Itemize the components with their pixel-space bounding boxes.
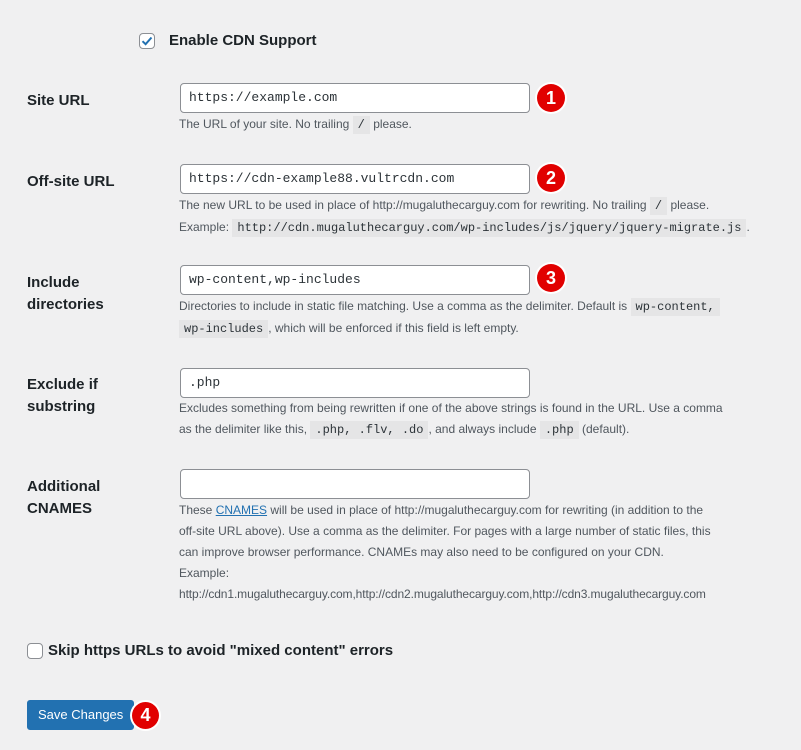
example-code: http://cdn.mugaluthecarguy.com/wp-includes/js/jquery/jquery-migrate.js [232, 219, 746, 237]
skip-https-label: Skip https URLs to avoid "mixed content" errors [48, 642, 394, 659]
code-snippet: / [353, 116, 370, 134]
include-dirs-description: Directories to include in static file matching. Use a comma as the delimiter. Default is wp-content, wp-includes , which will be enforced if this field is left empty. [179, 296, 779, 340]
code-snippet: / [650, 197, 667, 215]
cnames-input[interactable] [180, 469, 530, 499]
site-url-input[interactable]: https://example.com [180, 83, 530, 113]
exclude-description: Excludes something from being rewritten if one of the above strings is found in the URL. Use a comma as the delimiter like this, .php, .flv, .do , and always include .php (default). [179, 401, 723, 437]
offsite-url-input[interactable]: https://cdn-example88.vultrcdn.com [180, 164, 530, 194]
cnames-label: Additional CNAMES [27, 478, 101, 517]
save-changes-button[interactable]: Save Changes [27, 700, 134, 730]
enable-cdn-row [139, 30, 317, 52]
offsite-url-label: Off-site URL [27, 173, 115, 190]
code-snippet: .php [540, 421, 579, 439]
include-dirs-input[interactable]: wp-content,wp-includes [180, 265, 530, 295]
code-snippet: wp-includes [179, 320, 268, 338]
step-badge-4: 4 [132, 702, 159, 729]
offsite-url-description: The new URL to be used in place of http://mugaluthecarguy.com for rewriting. No trailing / please. Example: http://cdn.mugaluthecarguy.com/wp-includes/js/jquery/jquery-migrate.js . [179, 198, 750, 235]
skip-https-checkbox[interactable] [27, 643, 43, 659]
enable-cdn-label: Enable CDN Support [169, 32, 317, 49]
enable-cdn-checkbox[interactable] [139, 33, 155, 49]
skip-https-row [27, 640, 393, 662]
cnames-description: These CNAMES will be used in place of http://mugaluthecarguy.com for rewriting (in addition to the off-site URL above). Use a comma as the delimiter. For pages with a large number of static files, this can improve browser performance. CNAMEs may also need to be configured on your CDN. Example: http://cdn1.mugaluthecarguy.com,http://cdn2.mugaluthecarguy.com,http://cdn3.mugaluthecarguy.com [179, 503, 711, 601]
code-snippet: wp-content, [631, 298, 720, 316]
step-badge-2: 2 [537, 164, 565, 192]
exclude-input[interactable]: .php [180, 368, 530, 398]
code-snippet: .php, .flv, .do [310, 421, 428, 439]
site-url-description: The URL of your site. No trailing / please. [179, 117, 412, 132]
site-url-label: Site URL [27, 92, 90, 109]
checkmark-icon [140, 34, 154, 48]
step-badge-1: 1 [537, 84, 565, 112]
include-dirs-label: Include directories [27, 274, 104, 313]
cnames-link[interactable]: CNAMES [215, 503, 268, 517]
step-badge-3: 3 [537, 264, 565, 292]
exclude-label: Exclude if substring [27, 376, 98, 415]
